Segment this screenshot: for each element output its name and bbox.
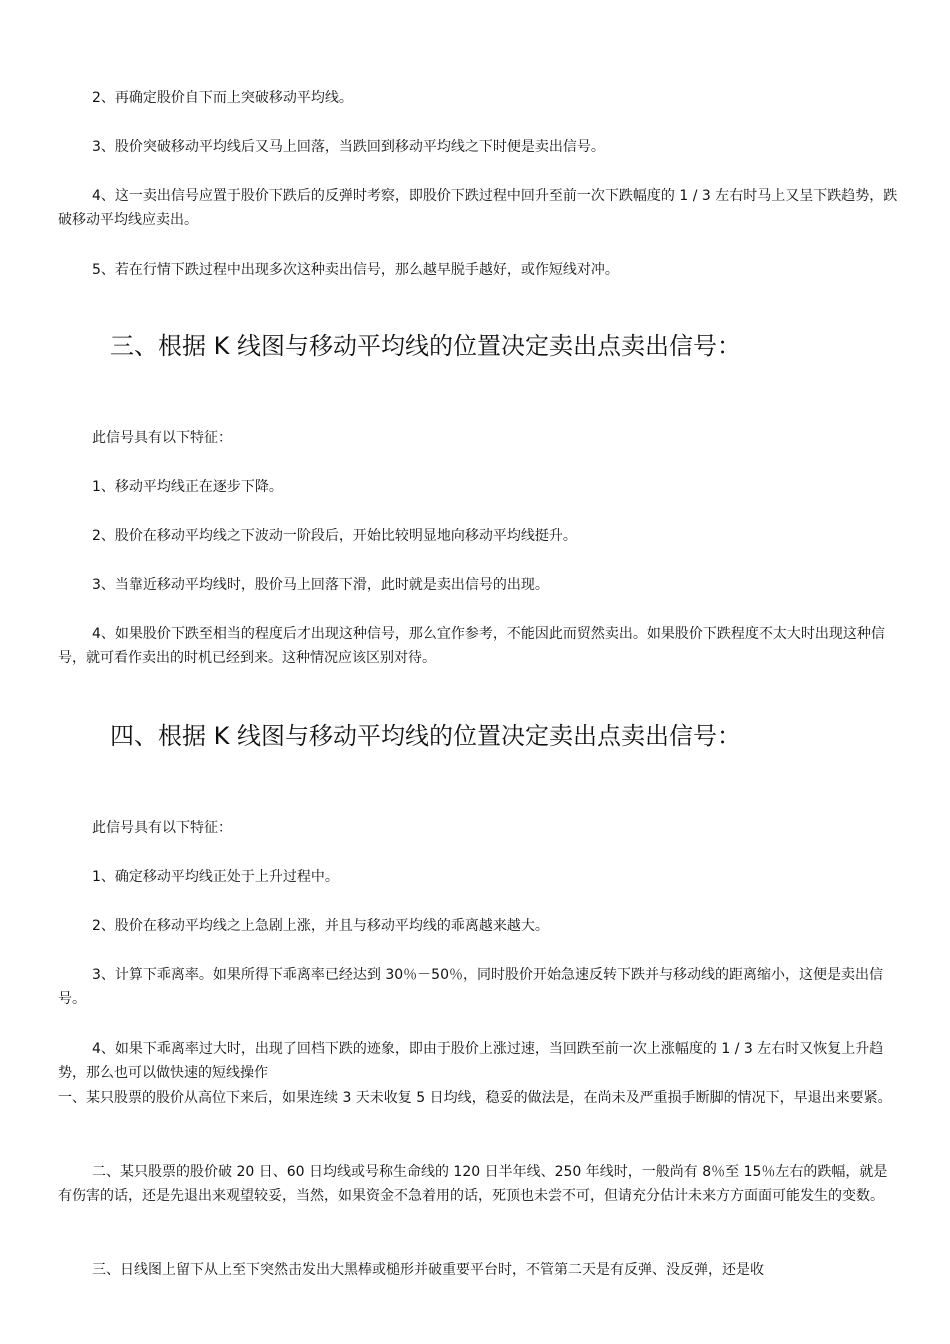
s4-item-4: 4、如果下乖离率过大时，出现了回档下跌的迹象，即由于股价上涨过速，当回跌至前一次上涨幅度的 1 / 3 左右时又恢复上升趋势，那么也可以做快速的短线操作 xyxy=(58,1041,884,1081)
s2-item-4: 4、这一卖出信号应置于股价下跌后的反弹时考察，即股价下跌过程中回升至前一次下跌幅度的 1 / 3 左右时马上又呈下跌趋势，跌破移动平均线应卖出。 xyxy=(58,188,898,228)
s3-intro: 此信号具有以下特征： xyxy=(92,430,232,446)
s3-item-4: 4、如果股价下跌至相当的程度后才出现这种信号，那么宜作参考，不能因此而贸然卖出。如果股价下跌程度不太大时出现这种信号，就可看作卖出的时机已经到来。这种情况应该区别对待。 xyxy=(58,626,885,666)
stop-loss-item-3: 三、日线图上留下从上至下突然击发出大黑棒或槌形并破重要平台时，不管第二天是有反弹、没反弹，还是收 xyxy=(92,1262,764,1278)
stop-loss-item-1: 一、某只股票的股价从高位下来后，如果连续 3 天未收复 5 日均线，稳妥的做法是，在尚未及严重损手断脚的情况下，早退出来要紧。 xyxy=(58,1090,892,1106)
s3-item-2: 2、股价在移动平均线之下波动一阶段后，开始比较明显地向移动平均线挺升。 xyxy=(92,528,577,544)
s2-item-2: 2、再确定股价自下而上突破移动平均线。 xyxy=(92,90,353,106)
s4-item-3: 3、计算下乖离率。如果所得下乖离率已经达到 30％－50％，同时股价开始急速反转下跌并与移动线的距离缩小，这便是卖出信号。 xyxy=(58,967,883,1007)
s4-item-2: 2、股价在移动平均线之上急剧上涨，并且与移动平均线的乖离越来越大。 xyxy=(92,918,549,934)
s3-item-3: 3、当靠近移动平均线时，股价马上回落下滑，此时就是卖出信号的出现。 xyxy=(92,577,549,593)
s4-intro: 此信号具有以下特征： xyxy=(92,820,232,836)
s2-item-5: 5、若在行情下跌过程中出现多次这种卖出信号，那么越早脱手越好，或作短线对冲。 xyxy=(92,262,619,278)
s4-item-1: 1、确定移动平均线正处于上升过程中。 xyxy=(92,869,339,885)
s2-item-3: 3、股价突破移动平均线后又马上回落，当跌回到移动平均线之下时便是卖出信号。 xyxy=(92,139,605,155)
section4-heading: 四、根据 K 线图与移动平均线的位置决定卖出点卖出信号： xyxy=(110,722,741,750)
stop-loss-item-2: 二、某只股票的股价破 20 日、60 日均线或号称生命线的 120 日半年线、250 年线时，一般尚有 8％至 15％左右的跌幅，就是有伤害的话，还是先退出来观望较妥，当然，如果资金不急着用的话，死顶也未尝不可，但请充分估计未来方方面面可能发生的变数。 xyxy=(58,1164,888,1204)
section3-heading: 三、根据 K 线图与移动平均线的位置决定卖出点卖出信号： xyxy=(110,332,741,360)
s3-item-1: 1、移动平均线正在逐步下降。 xyxy=(92,479,283,495)
